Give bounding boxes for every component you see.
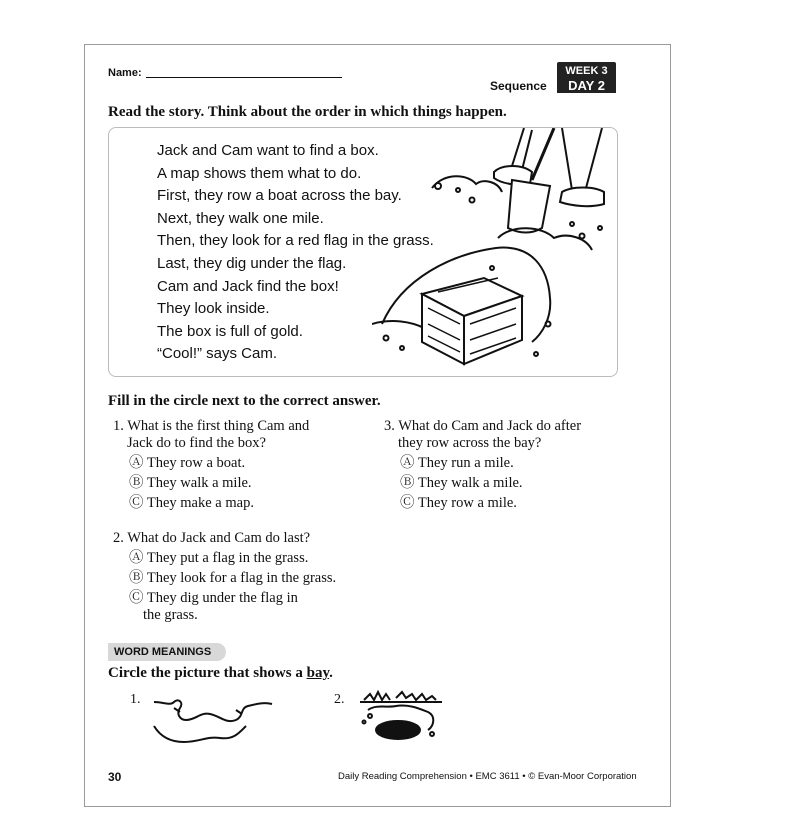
circle-prompt [108, 665, 333, 682]
question-stem: they row across the bay? [398, 435, 542, 451]
story-line: Jack and Cam want to find a box. [157, 142, 379, 159]
answer-option-c[interactable]: Ⓒ They dig under the flag in [129, 590, 298, 606]
story-line: “Cool!” says Cam. [157, 345, 278, 363]
answer-option-a[interactable]: Ⓐ They put a flag in the grass. [129, 550, 309, 566]
question-stem: 3. What do Cam and Jack do after [384, 418, 582, 434]
picture-2-number: 2. [334, 692, 345, 707]
story-line: A map shows them what to do. [157, 164, 362, 182]
digging-treasure-illustration [372, 128, 616, 374]
page-number: 30 [108, 770, 122, 784]
read-instructions: Read the story. Think about the order in which things happen. [108, 104, 507, 120]
circle-prompt-end: . [329, 665, 333, 681]
question-stem: 2. What do Jack and Cam do last? [113, 530, 311, 546]
fill-instructions: Fill in the circle next to the correct answer. [108, 393, 381, 409]
story-line: The box is full of gold. [157, 322, 303, 340]
story-line: Then, they look for a red flag in the grass. [157, 232, 434, 250]
answer-option-c-continued: the grass. [143, 607, 198, 623]
word-meanings-badge: WORD MEANINGS [108, 643, 226, 661]
picture-1-number: 1. [130, 692, 141, 707]
question-2 [113, 530, 336, 624]
answer-option-a[interactable]: Ⓐ They row a boat. [129, 455, 246, 471]
week-day-badge [557, 62, 616, 93]
name-label: Name: [108, 67, 142, 79]
target-word: bay [306, 665, 330, 681]
bay-picture[interactable] [150, 696, 274, 748]
answer-option-b[interactable]: Ⓑ They look for a flag in the grass. [129, 570, 337, 586]
week-label: WEEK 3 [565, 65, 608, 77]
story-line: First, they row a boat across the bay. [157, 187, 402, 205]
day-label: DAY 2 [568, 78, 605, 93]
answer-option-a[interactable]: Ⓐ They run a mile. [400, 455, 514, 471]
answer-option-b[interactable]: Ⓑ They walk a mile. [400, 475, 523, 491]
question-3 [384, 418, 581, 512]
question-stem: Jack do to find the box? [127, 435, 266, 451]
name-field-line[interactable] [146, 77, 342, 78]
answer-option-c[interactable]: Ⓒ They row a mile. [400, 495, 517, 511]
skill-label: Sequence [490, 79, 547, 93]
story-line: Cam and Jack find the box! [157, 277, 339, 295]
story-line: They look inside. [157, 300, 270, 318]
question-1 [113, 418, 309, 512]
answer-option-c[interactable]: Ⓒ They make a map. [129, 495, 254, 511]
story-line: Last, they dig under the flag. [157, 254, 347, 272]
footer-credit: Daily Reading Comprehension • EMC 3611 • © Evan-Moor Corporation [338, 771, 637, 782]
hole-picture[interactable] [356, 690, 446, 744]
circle-prompt-text: Circle the picture that shows a [108, 665, 307, 681]
answer-option-b[interactable]: Ⓑ They walk a mile. [129, 475, 252, 491]
story-line: Next, they walk one mile. [157, 209, 324, 227]
question-stem: 1. What is the first thing Cam and [113, 418, 310, 434]
